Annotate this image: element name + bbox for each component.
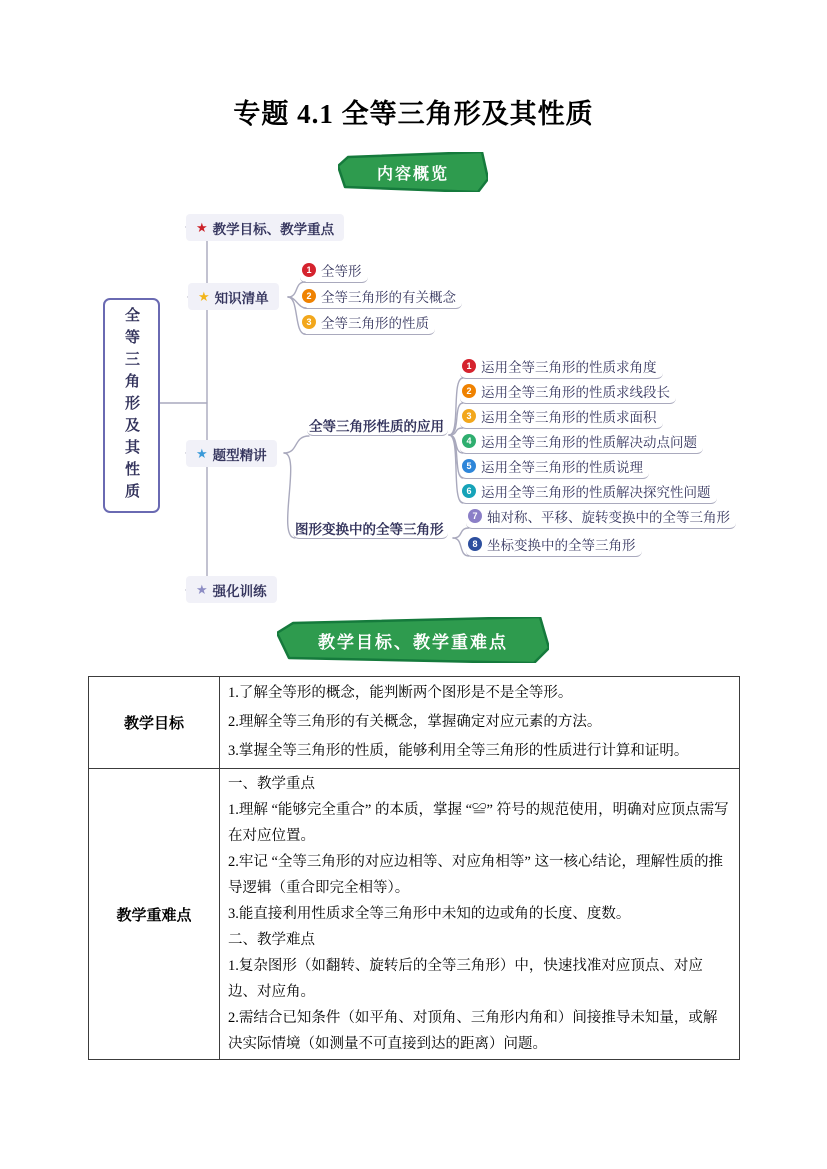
leaf-label: 轴对称、平移、旋转变换中的全等三角形 (487, 510, 730, 525)
leaf-item (466, 535, 642, 557)
leaf-item (460, 482, 717, 504)
leaf-item (460, 457, 649, 479)
branch-label: 知识清单 (214, 290, 269, 306)
keypoint-line: 1.复杂图形（如翻转、旋转后的全等三角形）中，快速找准对应顶点、对应边、对应角。 (228, 958, 703, 1000)
number-badge-icon: 6 (462, 484, 476, 498)
page-title: 专题 4.1 全等三角形及其性质 (233, 99, 594, 129)
leaf-item (460, 432, 703, 454)
number-badge-icon: 3 (302, 315, 316, 329)
leaf-item (460, 382, 676, 404)
leaf-label: 运用全等三角形的性质解决探究性问题 (481, 485, 711, 500)
subbranch-properties-application: 全等三角形性质的应用 (307, 415, 448, 436)
mindmap-root-node: 全等三角形及其性质 (103, 298, 160, 513)
branch-label: 教学目标、教学重点 (212, 221, 335, 237)
leaf-item (466, 507, 736, 529)
row-header-key-points: 教学重难点 (89, 769, 220, 1060)
objective-line: 1.了解全等形的概念，能判断两个图形是不是全等形。 (228, 685, 573, 701)
number-badge-icon: 1 (462, 359, 476, 373)
leaf-item (300, 287, 462, 309)
number-badge-icon: 3 (462, 409, 476, 423)
leaf-label: 运用全等三角形的性质说理 (481, 460, 643, 475)
teaching-objectives-table (88, 676, 740, 1060)
leaf-label: 运用全等三角形的性质求面积 (481, 410, 657, 425)
leaf-label: 全等三角形的有关概念 (321, 290, 456, 305)
number-badge-icon: 5 (462, 459, 476, 473)
leaf-item (460, 407, 663, 429)
keypoint-line: 二、教学难点 (228, 932, 315, 948)
star-icon: ★ (196, 220, 208, 235)
teaching-banner-label: 教学目标、教学重难点 (318, 632, 508, 652)
star-icon: ★ (198, 289, 210, 304)
branch-training (186, 576, 277, 603)
subbranch-transformations: 图形变换中的全等三角形 (293, 518, 448, 539)
number-badge-icon: 2 (462, 384, 476, 398)
leaf-item (300, 261, 368, 283)
leaf-label: 全等三角形的性质 (321, 316, 429, 331)
branch-label: 题型精讲 (212, 447, 267, 463)
overview-banner-label: 内容概览 (376, 165, 449, 183)
teaching-banner (277, 617, 549, 663)
branch-teaching-goals (186, 214, 344, 241)
objective-line: 3.掌握全等三角形的性质，能够利用全等三角形的性质进行计算和证明。 (228, 743, 689, 759)
leaf-label: 运用全等三角形的性质求线段长 (481, 385, 670, 400)
branch-knowledge-list (188, 283, 279, 310)
row-header-objectives: 教学目标 (89, 677, 220, 769)
number-badge-icon: 7 (468, 509, 482, 523)
number-badge-icon: 2 (302, 289, 316, 303)
leaf-label: 坐标变换中的全等三角形 (487, 538, 636, 553)
leaf-item (460, 357, 663, 379)
keypoint-line: 2.牢记 “全等三角形的对应边相等、对应角相等” 这一核心结论，理解性质的推导逻辑（重合即完全相等）。 (228, 854, 723, 896)
table-row (89, 769, 740, 1060)
number-badge-icon: 4 (462, 434, 476, 448)
leaf-item (300, 313, 435, 335)
number-badge-icon: 1 (302, 263, 316, 277)
objective-line: 2.理解全等三角形的有关概念，掌握确定对应元素的方法。 (228, 714, 602, 730)
row-content (220, 677, 740, 769)
star-icon: ★ (196, 582, 208, 597)
branch-label: 强化训练 (212, 583, 267, 599)
branch-problem-types (186, 440, 277, 467)
number-badge-icon: 8 (468, 537, 482, 551)
star-icon: ★ (196, 446, 208, 461)
table-row (89, 677, 740, 769)
keypoint-line: 一、教学重点 (228, 776, 315, 792)
keypoint-line: 3.能直接利用性质求全等三角形中未知的边或角的长度、度数。 (228, 906, 631, 922)
keypoint-line: 1.理解 “能够完全重合” 的本质，掌握 “≌” 符号的规范使用，明确对应顶点需写在对应位置。 (228, 802, 729, 844)
leaf-label: 运用全等三角形的性质求角度 (481, 360, 657, 375)
row-content (220, 769, 740, 1060)
keypoint-line: 2.需结合已知条件（如平角、对顶角、三角形内角和）间接推导未知量，或解决实际情境（如测量不可直接到达的距离）问题。 (228, 1010, 718, 1052)
leaf-label: 全等形 (321, 264, 362, 279)
leaf-label: 运用全等三角形的性质解决动点问题 (481, 435, 697, 450)
